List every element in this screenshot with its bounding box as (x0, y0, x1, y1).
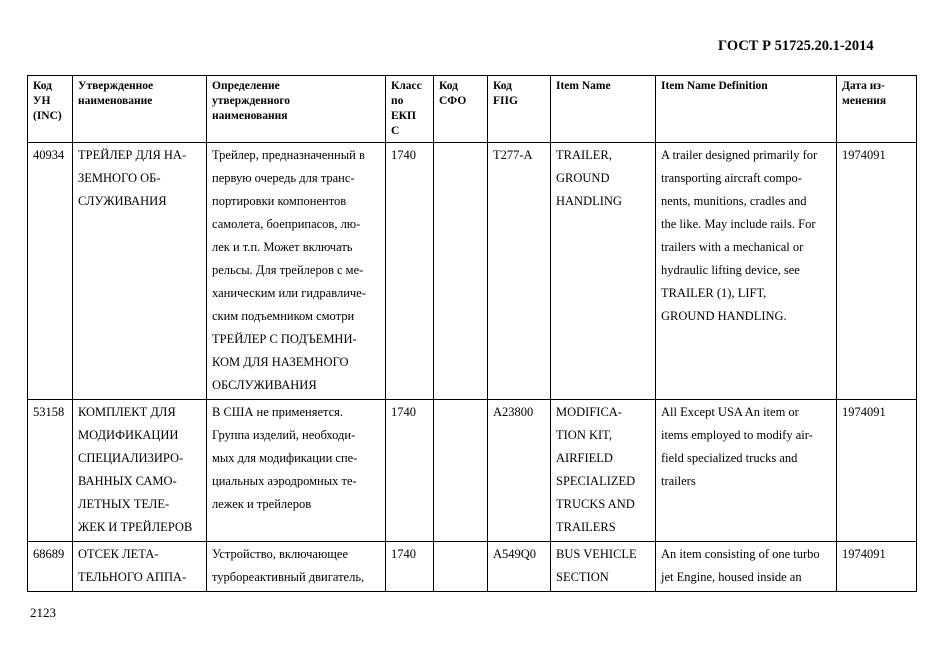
cell-line: An item consisting of one turbo (661, 547, 820, 561)
cell-line: ВАННЫХ САМО- (78, 474, 177, 488)
cell-line: hydraulic lifting device, see (661, 263, 800, 277)
definition-cell (207, 143, 386, 400)
definition-cell (207, 542, 386, 592)
cell-line: УН (33, 95, 51, 107)
item-name-definition-cell (656, 400, 837, 542)
cell-line: Трейлер, предназначенный в (212, 148, 365, 162)
cell-line: GROUND HANDLING. (661, 309, 787, 323)
cell-line: HANDLING (556, 194, 622, 208)
cell-line: лек и т.п. Может включать (212, 240, 353, 254)
cell-line: СПЕЦИАЛИЗИРО- (78, 451, 184, 465)
col-header-definition (207, 76, 386, 143)
cell-line: мых для модификации спе- (212, 451, 358, 465)
cell-line: КОМПЛЕКТ ДЛЯ (78, 405, 176, 419)
cell-line: МОДИФИКАЦИИ (78, 428, 179, 442)
cell-line: портировки компонентов (212, 194, 347, 208)
cell-line: Код (33, 80, 53, 92)
cell-line: TRAILERS (556, 520, 616, 534)
cell-line: циальных аэродромных те- (212, 474, 357, 488)
cell-line: менения (842, 95, 887, 107)
cell-line: ЛЕТНЫХ ТЕЛЕ- (78, 497, 170, 511)
col-header-approved-name (73, 76, 207, 143)
cell-line: наименование (78, 95, 153, 107)
class-cell: 1740 (386, 143, 434, 400)
cell-line: турбореактивный двигатель, (212, 570, 365, 584)
sfo-cell (434, 143, 488, 400)
table-body (28, 143, 917, 592)
col-header-item-name-definition (656, 76, 837, 143)
page-number: 2123 (30, 605, 56, 620)
class-cell: 1740 (386, 400, 434, 542)
cell-line: ОТСЕК ЛЕТА- (78, 547, 159, 561)
sfo-cell (434, 400, 488, 542)
item-name-cell (551, 400, 656, 542)
item-name-definition-cell (656, 143, 837, 400)
cell-line: Утвержденное (78, 80, 154, 92)
col-header-inc (28, 76, 73, 143)
cell-line: ОБСЛУЖИВАНИЯ (212, 378, 317, 392)
item-name-definition-cell (656, 542, 837, 592)
change-date-cell: 1974091 (837, 400, 917, 542)
cell-line: BUS VEHICLE (556, 547, 637, 561)
fiig-cell: A549Q0 (488, 542, 551, 592)
cell-line: ЗЕМНОГО ОБ- (78, 171, 161, 185)
cell-line: AIRFIELD (556, 451, 613, 465)
cell-line: MODIFICA- (556, 405, 622, 419)
cell-line: самолета, боеприпасов, лю- (212, 217, 361, 231)
cell-line: TRAILER (1), LIFT, (661, 286, 767, 300)
cell-line: ЕКП (391, 110, 416, 122)
inc-cell: 53158 (28, 400, 73, 542)
cell-line: КОМ ДЛЯ НАЗЕМНОГО (212, 355, 349, 369)
fiig-cell: A23800 (488, 400, 551, 542)
change-date-cell: 1974091 (837, 542, 917, 592)
cell-line: Класс (391, 80, 422, 92)
cell-line: наименования (212, 110, 288, 122)
col-header-class (386, 76, 434, 143)
cell-line: transporting aircraft compo- (661, 171, 802, 185)
cell-line: trailers with a mechanical or (661, 240, 804, 254)
cell-line: Группа изделий, необходи- (212, 428, 356, 442)
col-header-fiig (488, 76, 551, 143)
fiig-cell: T277-A (488, 143, 551, 400)
cell-line: TRAILER, (556, 148, 612, 162)
cell-line: nents, munitions, cradles and (661, 194, 807, 208)
cell-line: TRUCKS AND (556, 497, 635, 511)
cell-line: ханическим или гидравличе- (212, 286, 366, 300)
cell-line: TION KIT, (556, 428, 612, 442)
inc-cell: 40934 (28, 143, 73, 400)
table-row (28, 143, 917, 400)
cell-line: Item Name Definition (661, 80, 768, 92)
cell-line: FIIG (493, 95, 518, 107)
cell-line: Определение (212, 80, 280, 92)
sfo-cell (434, 542, 488, 592)
approved-name-cell (73, 143, 207, 400)
cell-line: ЖЕК И ТРЕЙЛЕРОВ (78, 520, 193, 534)
cell-line: Устройство, включающее (212, 547, 348, 561)
col-header-change-date (837, 76, 917, 143)
definition-cell (207, 400, 386, 542)
cell-line: items employed to modify air- (661, 428, 813, 442)
table-row (28, 400, 917, 542)
col-header-sfo (434, 76, 488, 143)
table-row (28, 542, 917, 592)
cell-line: the like. May include rails. For (661, 217, 816, 231)
cell-line: первую очередь для транс- (212, 171, 355, 185)
cell-line: ТЕЛЬНОГО АППА- (78, 570, 187, 584)
cell-line: GROUND (556, 171, 610, 185)
cell-line: ским подъемником смотри (212, 309, 355, 323)
change-date-cell: 1974091 (837, 143, 917, 400)
cell-line: jet Engine, housed inside an (661, 570, 802, 584)
item-name-cell (551, 143, 656, 400)
cell-line: ТРЕЙЛЕР С ПОДЪЕМНИ- (212, 332, 357, 346)
cell-line: лежек и трейлеров (212, 497, 312, 511)
cell-line: Код (439, 80, 459, 92)
cell-line: Код (493, 80, 513, 92)
item-name-cell (551, 542, 656, 592)
class-cell: 1740 (386, 542, 434, 592)
cell-line: trailers (661, 474, 696, 488)
cell-line: В США не применяется. (212, 405, 344, 419)
cell-line: Дата из- (842, 80, 885, 92)
header-row (28, 76, 917, 143)
approved-name-cell (73, 400, 207, 542)
cell-line: СЛУЖИВАНИЯ (78, 194, 167, 208)
col-header-item-name (551, 76, 656, 143)
cell-line: All Except USA An item or (661, 405, 799, 419)
cell-line: (INC) (33, 110, 62, 122)
cell-line: Item Name (556, 80, 611, 92)
catalog-table (27, 75, 917, 592)
cell-line: SPECIALIZED (556, 474, 636, 488)
table-header (28, 76, 917, 143)
cell-line: ТРЕЙЛЕР ДЛЯ НА- (78, 148, 187, 162)
document-header: ГОСТ Р 51725.20.1-2014 (718, 38, 874, 54)
cell-line: утвержденного (212, 95, 291, 107)
cell-line: рельсы. Для трейлеров с ме- (212, 263, 364, 277)
cell-line: SECTION (556, 570, 609, 584)
cell-line: A trailer designed primarily for (661, 148, 818, 162)
inc-cell: 68689 (28, 542, 73, 592)
cell-line: СФО (439, 95, 467, 107)
cell-line: С (391, 125, 400, 137)
approved-name-cell (73, 542, 207, 592)
cell-line: по (391, 95, 404, 107)
cell-line: field specialized trucks and (661, 451, 798, 465)
